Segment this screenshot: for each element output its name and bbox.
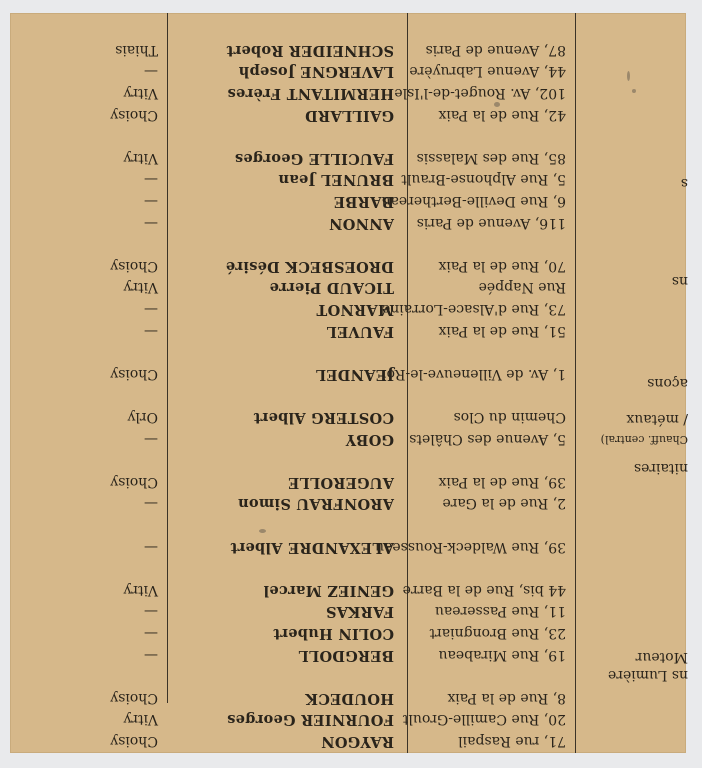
entry-city: —	[144, 301, 158, 317]
entry-city: Vitry	[123, 149, 158, 166]
list-item	[10, 103, 686, 127]
entry-name: FAUVEL	[326, 322, 394, 340]
list-item	[10, 167, 686, 191]
entry-address: 19, Rue Mirabeau	[438, 646, 566, 663]
entry-name: JEANDEL	[315, 365, 394, 383]
entry-name: ANNON	[328, 214, 394, 232]
entry-city: —	[144, 538, 158, 555]
section-heading: açons	[647, 375, 688, 391]
entry-address: 11, Rue Passereau	[434, 603, 566, 620]
entry-address: 20, Rue Camille-Groult	[402, 711, 566, 728]
entry-address: 5, Rue Alphonse-Brault	[401, 171, 566, 188]
entry-city: —	[144, 495, 158, 512]
list-item	[10, 362, 686, 386]
entry-address: 116, Avenue de Paris	[416, 214, 566, 231]
entry-name: DROESBECK Désiré	[225, 257, 394, 275]
entry-city: —	[144, 646, 158, 663]
entry-address: 8, Rue de la Paix	[447, 689, 566, 706]
entry-address: 5, Avenue des Châlets	[409, 430, 566, 447]
entry-name: GOBY	[345, 430, 394, 448]
list-item	[10, 707, 686, 731]
entry-name: TICAUD Pierre	[269, 279, 394, 297]
entry-city: Vitry	[123, 279, 158, 296]
entry-address: 39, Rue de la Paix	[438, 473, 566, 490]
paper-speck	[632, 89, 636, 93]
list-item	[10, 470, 686, 494]
list-item	[10, 535, 686, 559]
entry-address: 6, Rue Deville-Berthereau	[381, 193, 566, 209]
list-item	[10, 427, 686, 451]
section-heading: ns	[671, 273, 688, 289]
entry-city: Choisy	[110, 689, 158, 706]
entry-address: 39, Rue Waldeck-Rousseau	[374, 538, 566, 555]
entry-address: 23, Rue Brongniart	[429, 625, 566, 641]
document-page	[10, 13, 686, 753]
entry-name: GENIEZ Marcel	[263, 581, 394, 599]
list-item	[10, 643, 686, 667]
entry-address: 85, Rue des Malassis	[416, 149, 566, 166]
entry-city: Choisy	[110, 473, 158, 490]
entry-city: —	[144, 625, 158, 641]
entry-name: ARONFRAU Simon	[237, 495, 394, 513]
entry-city: —	[144, 430, 158, 447]
entry-address: Chemin du Clos	[453, 409, 566, 425]
entry-address: 42, Rue de la Paix	[438, 106, 566, 123]
entry-name: HOUDECK	[305, 689, 394, 707]
entry-city: Thiais	[115, 41, 158, 58]
entry-address: 44, Avenue Labruyère	[409, 63, 566, 80]
entry-city: —	[144, 171, 158, 188]
list-item	[10, 146, 686, 170]
entry-address: 71, rue Raspail	[458, 733, 566, 749]
entry-city: —	[144, 193, 158, 209]
entry-name: FOURNIER Georges	[226, 711, 394, 729]
list-item	[10, 38, 686, 62]
entry-name: BRUNEL Jean	[278, 171, 394, 189]
paper-speck	[627, 71, 630, 81]
entry-name: MARNOT	[316, 301, 394, 318]
list-item	[10, 686, 686, 710]
section-heading: Moteur	[635, 649, 688, 665]
entry-city: —	[144, 214, 158, 231]
rotated-content	[10, 13, 686, 753]
entry-city: Vitry	[123, 581, 158, 598]
entry-city: Choisy	[110, 365, 158, 382]
list-item	[10, 189, 686, 213]
entry-address: 70, Rue de la Paix	[438, 257, 566, 274]
entry-name: COSTERG Albert	[253, 409, 394, 426]
entry-name: ALEXANDRE Albert	[230, 538, 394, 556]
entry-name: FARKAS	[325, 603, 394, 621]
entry-address: 2, Rue de la Gare	[442, 495, 566, 512]
list-item	[10, 81, 686, 105]
entry-city: Choisy	[110, 106, 158, 123]
entry-name: HERMITANT Frères	[227, 85, 394, 102]
entry-address: 73, Rue d'Alsace-Lorraine	[381, 301, 566, 317]
entry-address: 44 bis, Rue de la Barre	[402, 581, 566, 598]
entry-city: —	[144, 63, 158, 80]
section-heading: / métaux	[626, 411, 688, 427]
list-item	[10, 621, 686, 645]
entry-address: 1, Av. de Villeneuve-le-Roi	[382, 365, 566, 382]
entry-address: 51, Rue de la Paix	[438, 322, 566, 339]
list-item	[10, 729, 686, 753]
list-item	[10, 59, 686, 83]
entry-name: BERGDOLL	[298, 646, 394, 664]
section-heading: nitaires	[633, 460, 688, 476]
list-item	[10, 297, 686, 321]
entry-name: FAUCILLE Georges	[234, 149, 394, 167]
list-item	[10, 211, 686, 235]
list-item	[10, 319, 686, 343]
list-item	[10, 491, 686, 515]
entry-address: 102, Av. Rouget-de-l'Isle	[394, 85, 566, 101]
entry-city: —	[144, 322, 158, 339]
entry-name: GAILLARD	[304, 106, 394, 124]
paper-speck	[259, 529, 266, 533]
entry-address: Rue Nappée	[478, 279, 566, 296]
list-item	[10, 405, 686, 429]
entry-name: AUGEROLLE	[287, 473, 394, 491]
list-item	[10, 578, 686, 602]
section-heading: s	[680, 175, 688, 191]
entry-city: Vitry	[123, 711, 158, 728]
section-heading: Chauff. central)	[600, 433, 688, 446]
list-item	[10, 275, 686, 299]
entry-city: —	[144, 603, 158, 620]
entry-name: BARBE	[333, 193, 394, 210]
list-item	[10, 254, 686, 278]
entry-name: COLIN Hubert	[273, 625, 394, 642]
list-item	[10, 599, 686, 623]
entry-name: RAYGON	[321, 733, 394, 750]
entry-address: 87, Avenue de Paris	[425, 41, 566, 58]
entry-city: Choisy	[110, 257, 158, 274]
entry-city: Vitry	[123, 85, 158, 101]
entry-city: Orly	[127, 409, 158, 425]
entry-city: Choisy	[110, 733, 158, 749]
section-heading: ns Lumière	[608, 667, 688, 683]
entry-name: SCHNEIDER Robert	[226, 41, 394, 59]
entry-name: LAVERGNE Joseph	[238, 63, 394, 81]
paper-speck	[494, 102, 500, 107]
